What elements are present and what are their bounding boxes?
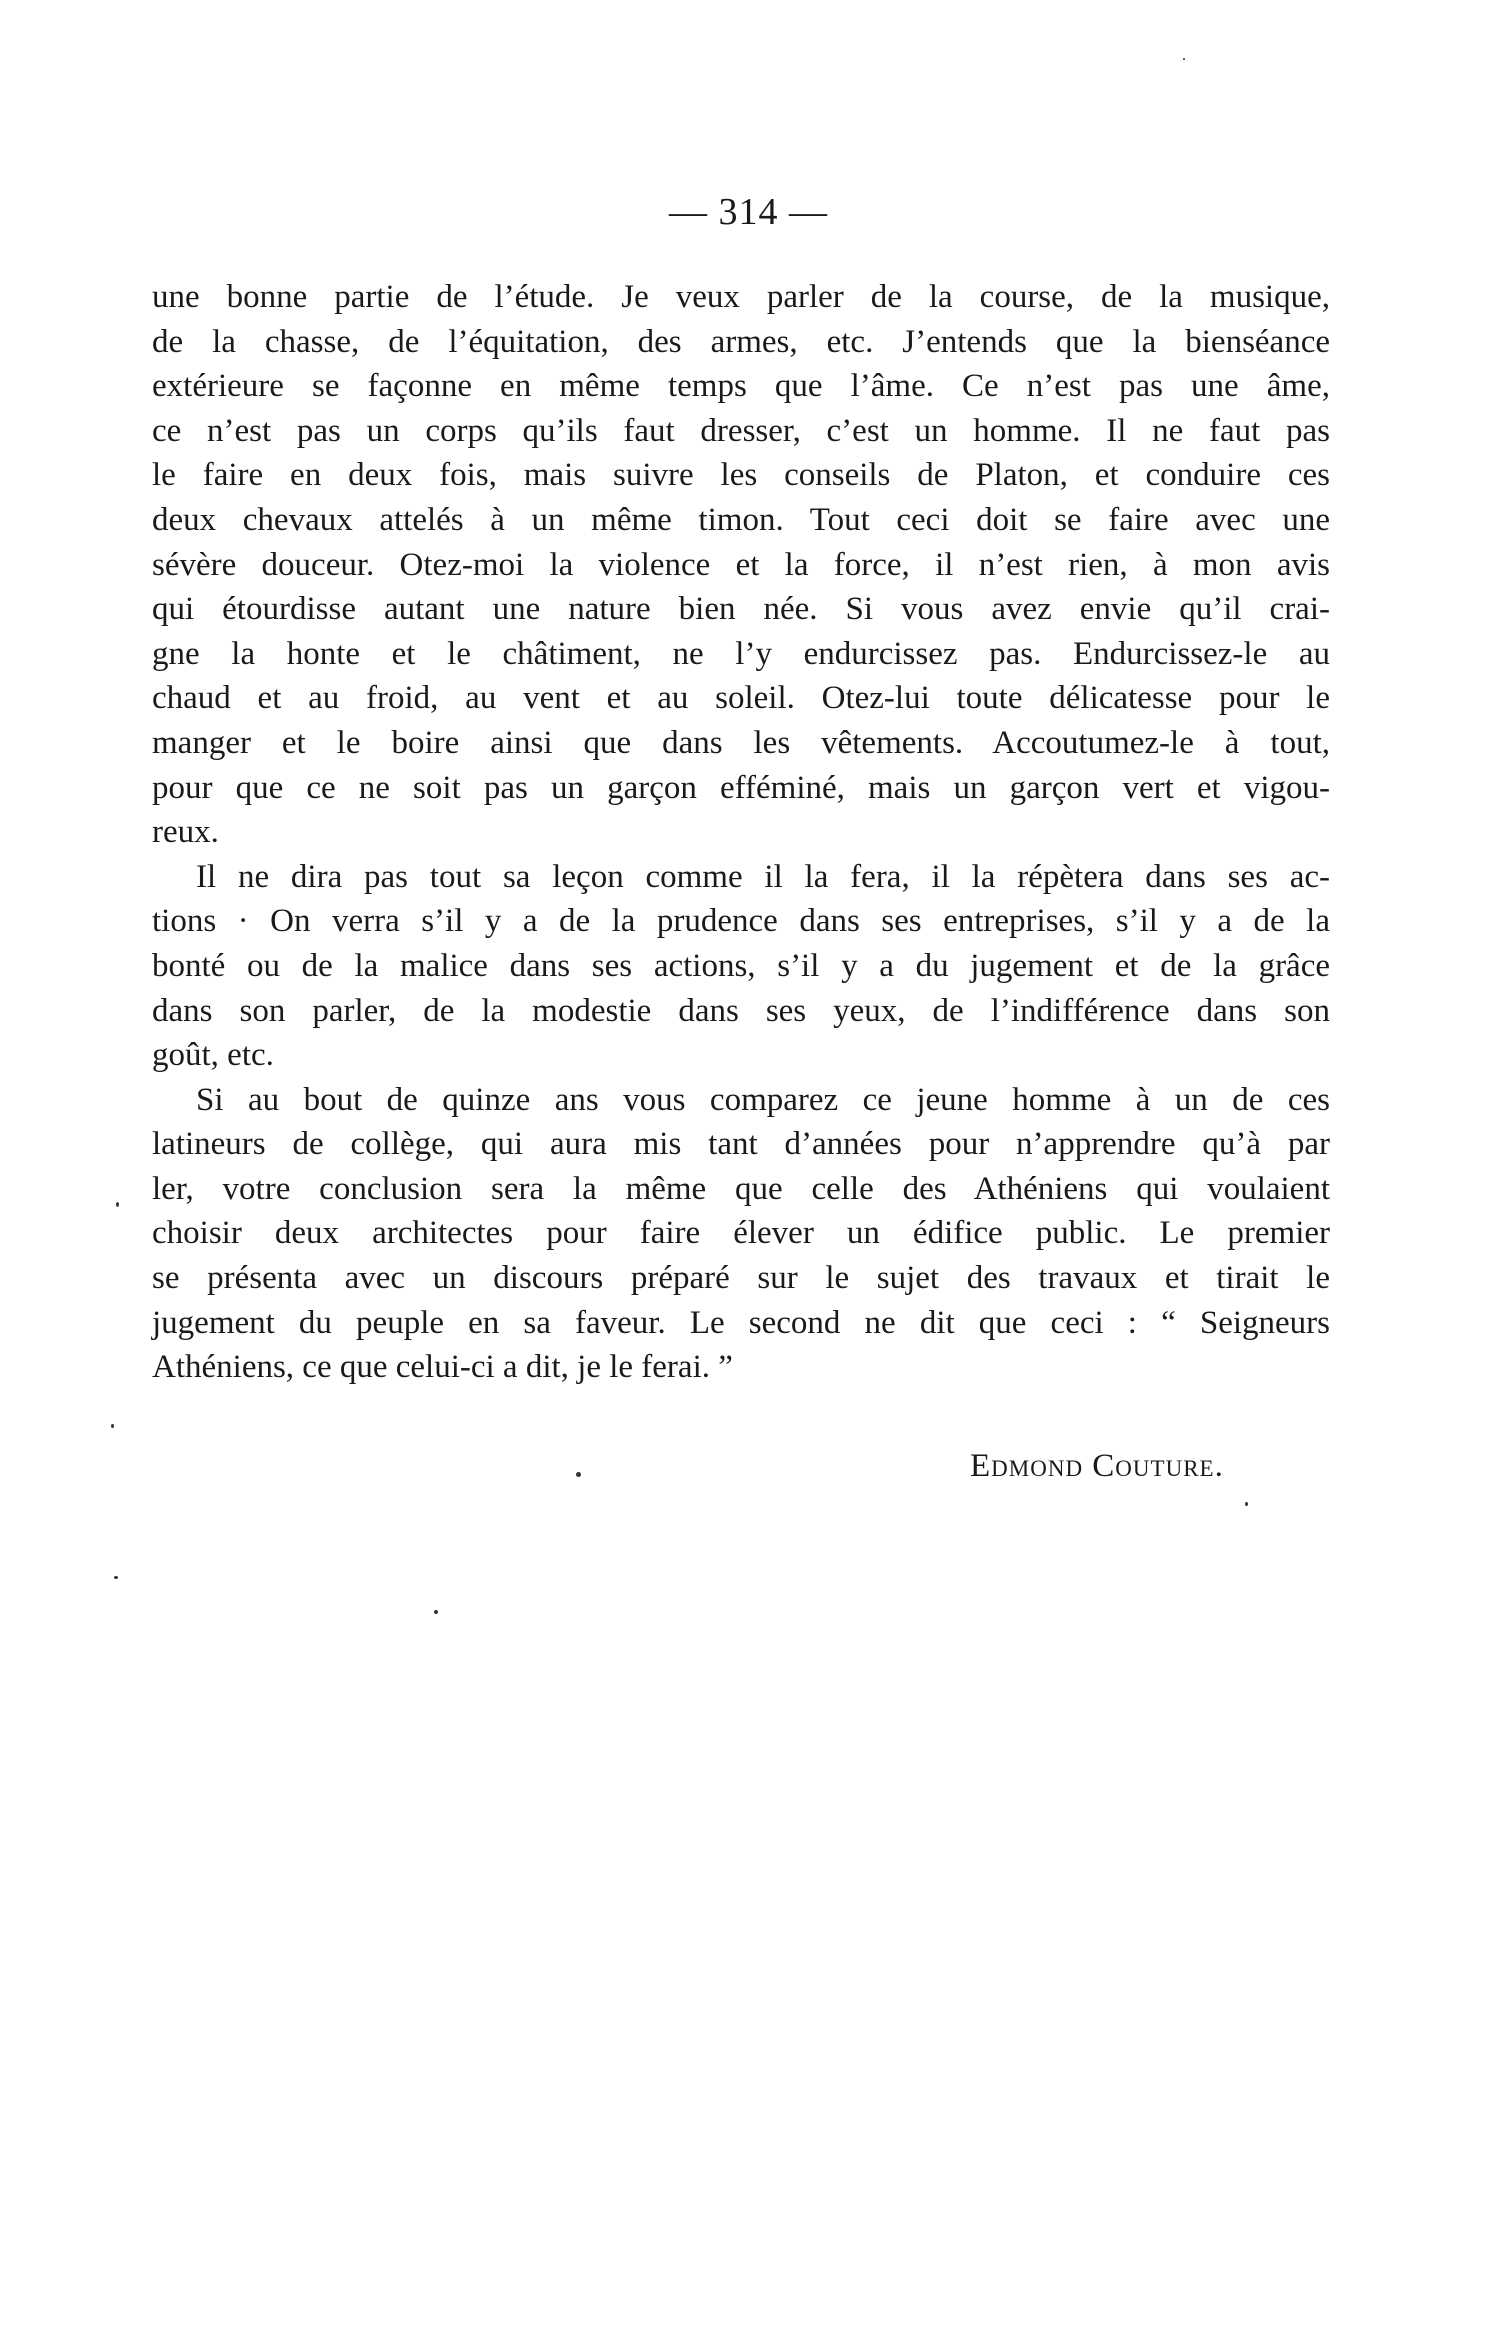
text-line: choisir deux architectes pour faire élever un édifice public. Le premier [152, 1215, 1330, 1252]
text-line: latineurs de collège, qui aura mis tant d’années pour n’apprendre qu’à par [152, 1126, 1330, 1163]
text-line: Si au bout de quinze ans vous comparez ce jeune homme à un de ces [196, 1081, 1330, 1118]
text-line: jugement du peuple en sa faveur. Le second ne dit que ceci : “ Seigneurs [152, 1304, 1330, 1341]
text-line: ler, votre conclusion sera la même que celle des Athéniens qui voulaient [152, 1170, 1330, 1207]
text-line: ce n’est pas un corps qu’ils faut dresser, c’est un homme. Il ne faut pas [152, 412, 1330, 449]
text-line: Il ne dira pas tout sa leçon comme il la fera, il la répètera dans ses ac- [196, 858, 1330, 895]
text-line: gne la honte et le châtiment, ne l’y endurcissez pas. Endurcissez-le au [152, 635, 1330, 672]
text-line: qui étourdisse autant une nature bien née. Si vous avez envie qu’il crai- [152, 591, 1330, 628]
scan-speck [111, 1424, 114, 1428]
scan-speck [116, 1202, 119, 1207]
text-line: manger et le boire ainsi que dans les vêtements. Accoutumez-le à tout, [152, 724, 1330, 761]
text-line: extérieure se façonne en même temps que l’âme. Ce n’est pas une âme, [152, 368, 1330, 405]
text-line: deux chevaux attelés à un même timon. Tout ceci doit se faire avec une [152, 501, 1330, 538]
text-line: de la chasse, de l’équitation, des armes, etc. J’entends que la bienséance [152, 323, 1330, 360]
text-line: se présenta avec un discours préparé sur le sujet des travaux et tirait le [152, 1260, 1330, 1297]
text-line: goût, etc. [152, 1037, 274, 1074]
text-line: bonté ou de la malice dans ses actions, s’il y a du jugement et de la grâce [152, 947, 1330, 984]
scan-speck [114, 1576, 118, 1579]
text-line: tions · On verra s’il y a de la prudence dans ses entreprises, s’il y a de la [152, 903, 1330, 940]
page-number: — 314 — [669, 191, 828, 233]
body-text [152, 275, 1330, 1390]
author-signature: Edmond Couture. [970, 1448, 1224, 1484]
text-line: dans son parler, de la modestie dans ses yeux, de l’indifférence dans son [152, 992, 1330, 1029]
text-line: Athéniens, ce que celui-ci a dit, je le ferai. ” [152, 1349, 733, 1386]
scan-speck [1183, 58, 1185, 60]
text-line: une bonne partie de l’étude. Je veux parler de la course, de la musique, [152, 279, 1330, 315]
scan-speck [434, 1610, 438, 1614]
scan-speck [1245, 1502, 1248, 1506]
text-line: chaud et au froid, au vent et au soleil. Otez-lui toute délicatesse pour le [152, 680, 1330, 717]
scan-speck [576, 1472, 581, 1477]
text-line: sévère douceur. Otez-moi la violence et la force, il n’est rien, à mon avis [152, 546, 1330, 583]
text-line: pour que ce ne soit pas un garçon efféminé, mais un garçon vert et vigou- [152, 769, 1330, 806]
text-line: le faire en deux fois, mais suivre les conseils de Platon, et conduire ces [152, 457, 1330, 494]
text-line: reux. [152, 814, 219, 851]
